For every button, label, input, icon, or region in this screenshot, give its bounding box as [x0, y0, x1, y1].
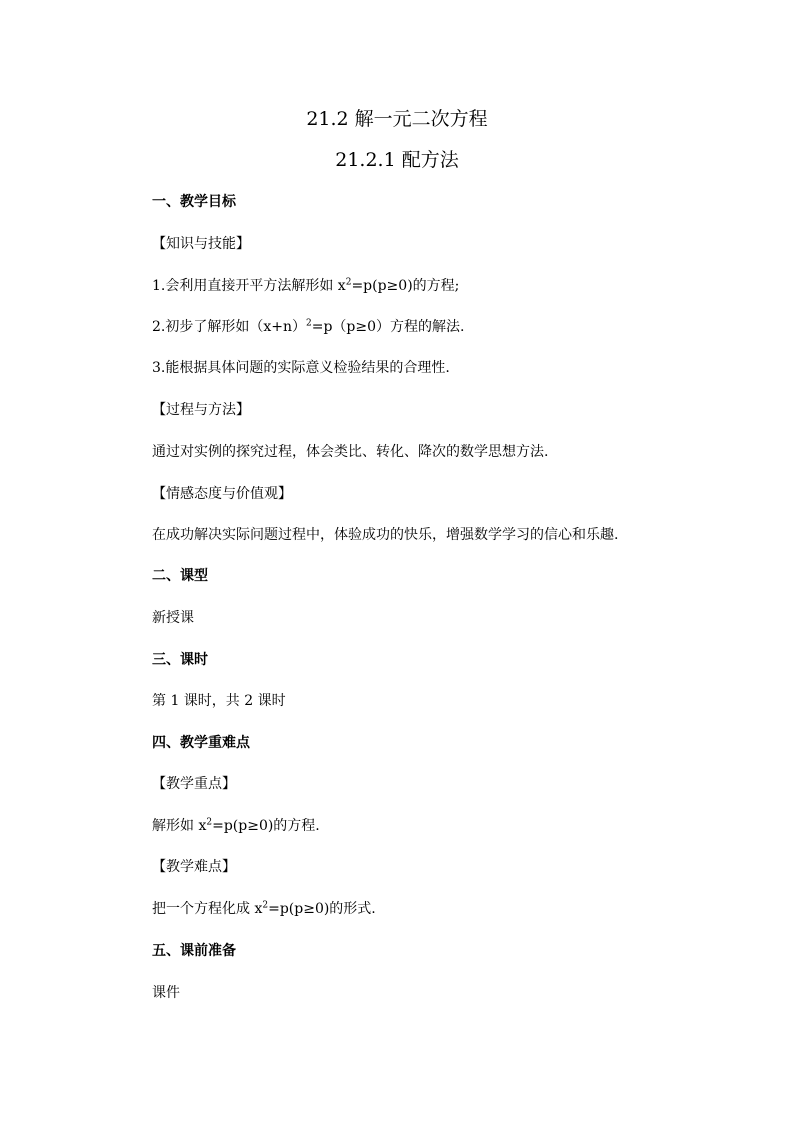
focus-text-post: =p(p≥0)的方程.: [212, 818, 320, 834]
objective-item-2-pre: 2.初步了解形如（x+n）: [152, 319, 306, 335]
subsection-label-knowledge: 【知识与技能】: [152, 236, 250, 252]
focus-text: [152, 816, 320, 836]
objective-item-1: [152, 276, 459, 296]
subsection-label-focus: 【教学重点】: [152, 776, 236, 792]
objective-item-3: 3.能根据具体问题的实际意义检验结果的合理性.: [152, 360, 450, 376]
page-title: 21.2 解一元二次方程: [306, 108, 488, 130]
page-subtitle: 21.2.1 配方法: [335, 149, 459, 171]
process-text: 通过对实例的探究过程，体会类比、转化、降次的数学思想方法.: [152, 444, 549, 460]
section-heading-objectives: 一、教学目标: [152, 194, 236, 210]
section-heading-key-points: 四、教学重难点: [152, 735, 250, 751]
objective-item-1-post: =p(p≥0)的方程;: [351, 278, 460, 294]
attitude-text: 在成功解决实际问题过程中，体验成功的快乐，增强数学学习的信心和乐趣.: [152, 527, 619, 543]
subsection-label-attitude: 【情感态度与价值观】: [152, 486, 292, 502]
difficulty-text: [152, 899, 376, 919]
lesson-type-text: 新授课: [152, 610, 194, 626]
objective-item-1-pre: 1.会利用直接开平方法解形如 x: [152, 278, 346, 294]
focus-text-exponent: 2: [206, 817, 213, 828]
focus-text-pre: 解形如 x: [152, 818, 207, 834]
objective-item-2-exponent: 2: [306, 318, 312, 329]
periods-text: 第 1 课时，共 2 课时: [152, 693, 286, 709]
section-heading-periods: 三、课时: [152, 652, 208, 668]
subsection-label-process: 【过程与方法】: [152, 402, 250, 418]
objective-item-1-exponent: 2: [345, 277, 352, 288]
objective-item-2: [152, 317, 464, 337]
objective-item-2-post: =p（p≥0）方程的解法.: [311, 319, 465, 335]
difficulty-text-pre: 把一个方程化成 x: [152, 901, 263, 917]
difficulty-text-post: =p(p≥0)的形式.: [268, 901, 376, 917]
section-heading-lesson-type: 二、课型: [152, 568, 208, 584]
difficulty-text-exponent: 2: [262, 900, 269, 911]
section-heading-preparation: 五、课前准备: [152, 943, 236, 959]
subsection-label-difficulty: 【教学难点】: [152, 859, 236, 875]
preparation-text: 课件: [152, 985, 180, 1001]
